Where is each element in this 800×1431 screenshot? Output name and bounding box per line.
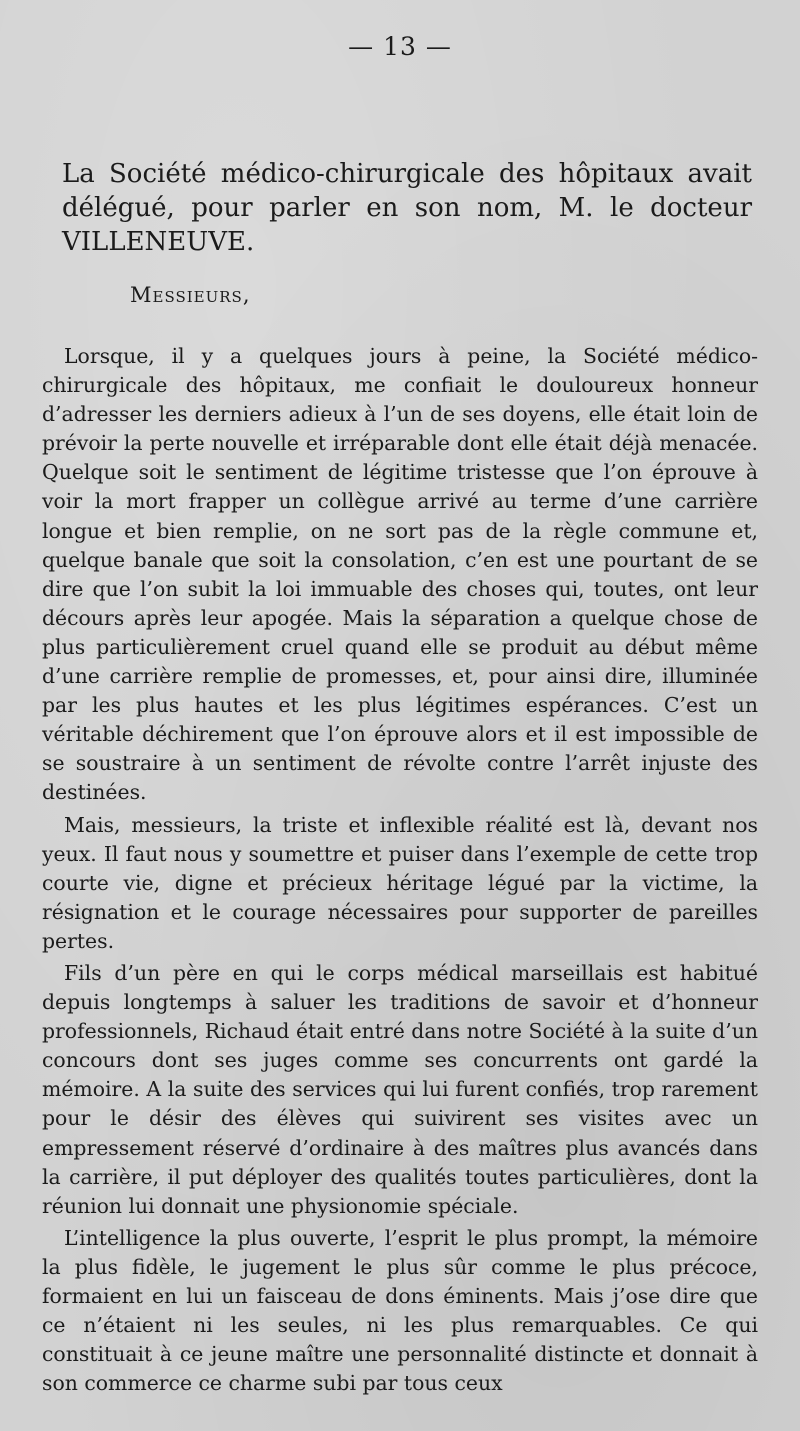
- salutation: Messieurs,: [130, 283, 251, 307]
- speech-body: [42, 342, 758, 1401]
- paragraph-1: Lorsque, il y a quelques jours à peine, la Société médico-chirurgicale des hôpitaux, me confiait le douloureux honneur d’adresser les derniers adieux à l’un de ses doyens, elle était loin de prévoir la perte nouvelle et irréparable dont elle était déjà menacée. Quelque soit le sentiment de légitime tristesse que l’on éprouve à voir la mort frapper un collègue arrivé au terme d’une carrière longue et bien remplie, on ne sort pas de la règle commune et, quelque banale que soit la consolation, c’en est une pourtant de se dire que l’on subit la loi immuable des choses qui, toutes, ont leur décours après leur apogée. Mais la séparation a quelque chose de plus particulièrement cruel quand elle se produit au début même d’une carrière remplie de promesses, et, pour ainsi dire, illuminée par les plus hautes et les plus légitimes espérances. C’est un véritable déchirement que l’on éprouve alors et il est impossible de se soustraire à un sentiment de révolte contre l’arrêt injuste des destinées.: [42, 344, 758, 805]
- paragraph-4: L’intelligence la plus ouverte, l’esprit le plus prompt, la mémoire la plus fidèle, le jugement le plus sûr comme le plus précoce, formaient en lui un faisceau de dons éminents. Mais j’ose dire que ce n’étaient ni les seules, ni les plus remarquables. Ce qui constituait à ce jeune maître une personnalité distincte et donnait à son commerce ce charme subi par tous ceux: [42, 1225, 758, 1396]
- page-number: — 13 —: [348, 32, 452, 61]
- paragraph-2: Mais, messieurs, la triste et inflexible réalité est là, devant nos yeux. Il faut nous y soumettre et puiser dans l’exemple de cette trop courte vie, digne et précieux héritage légué par la victime, la résignation et le courage nécessaires pour supporter de pareilles pertes.: [42, 812, 758, 953]
- intro-paragraph: La Société médico-chirurgicale des hôpitaux avait délégué, pour parler en son nom, M. le docteur VILLENEUVE.: [62, 159, 752, 257]
- paragraph-3: Fils d’un père en qui le corps médical marseillais est habitué depuis longtemps à saluer les traditions de savoir et d’honneur professionnels, Richaud était entré dans notre Société à la suite d’un concours dont ses juges comme ses concurrents ont gardé la mémoire. A la suite des services qui lui furent confiés, trop rarement pour le désir des élèves qui suivirent ses visites avec un empressement réservé d’ordinaire à des maîtres plus avancés dans la carrière, il put déployer des qualités toutes particulières, dont la réunion lui donnait une physionomie spéciale.: [42, 960, 758, 1218]
